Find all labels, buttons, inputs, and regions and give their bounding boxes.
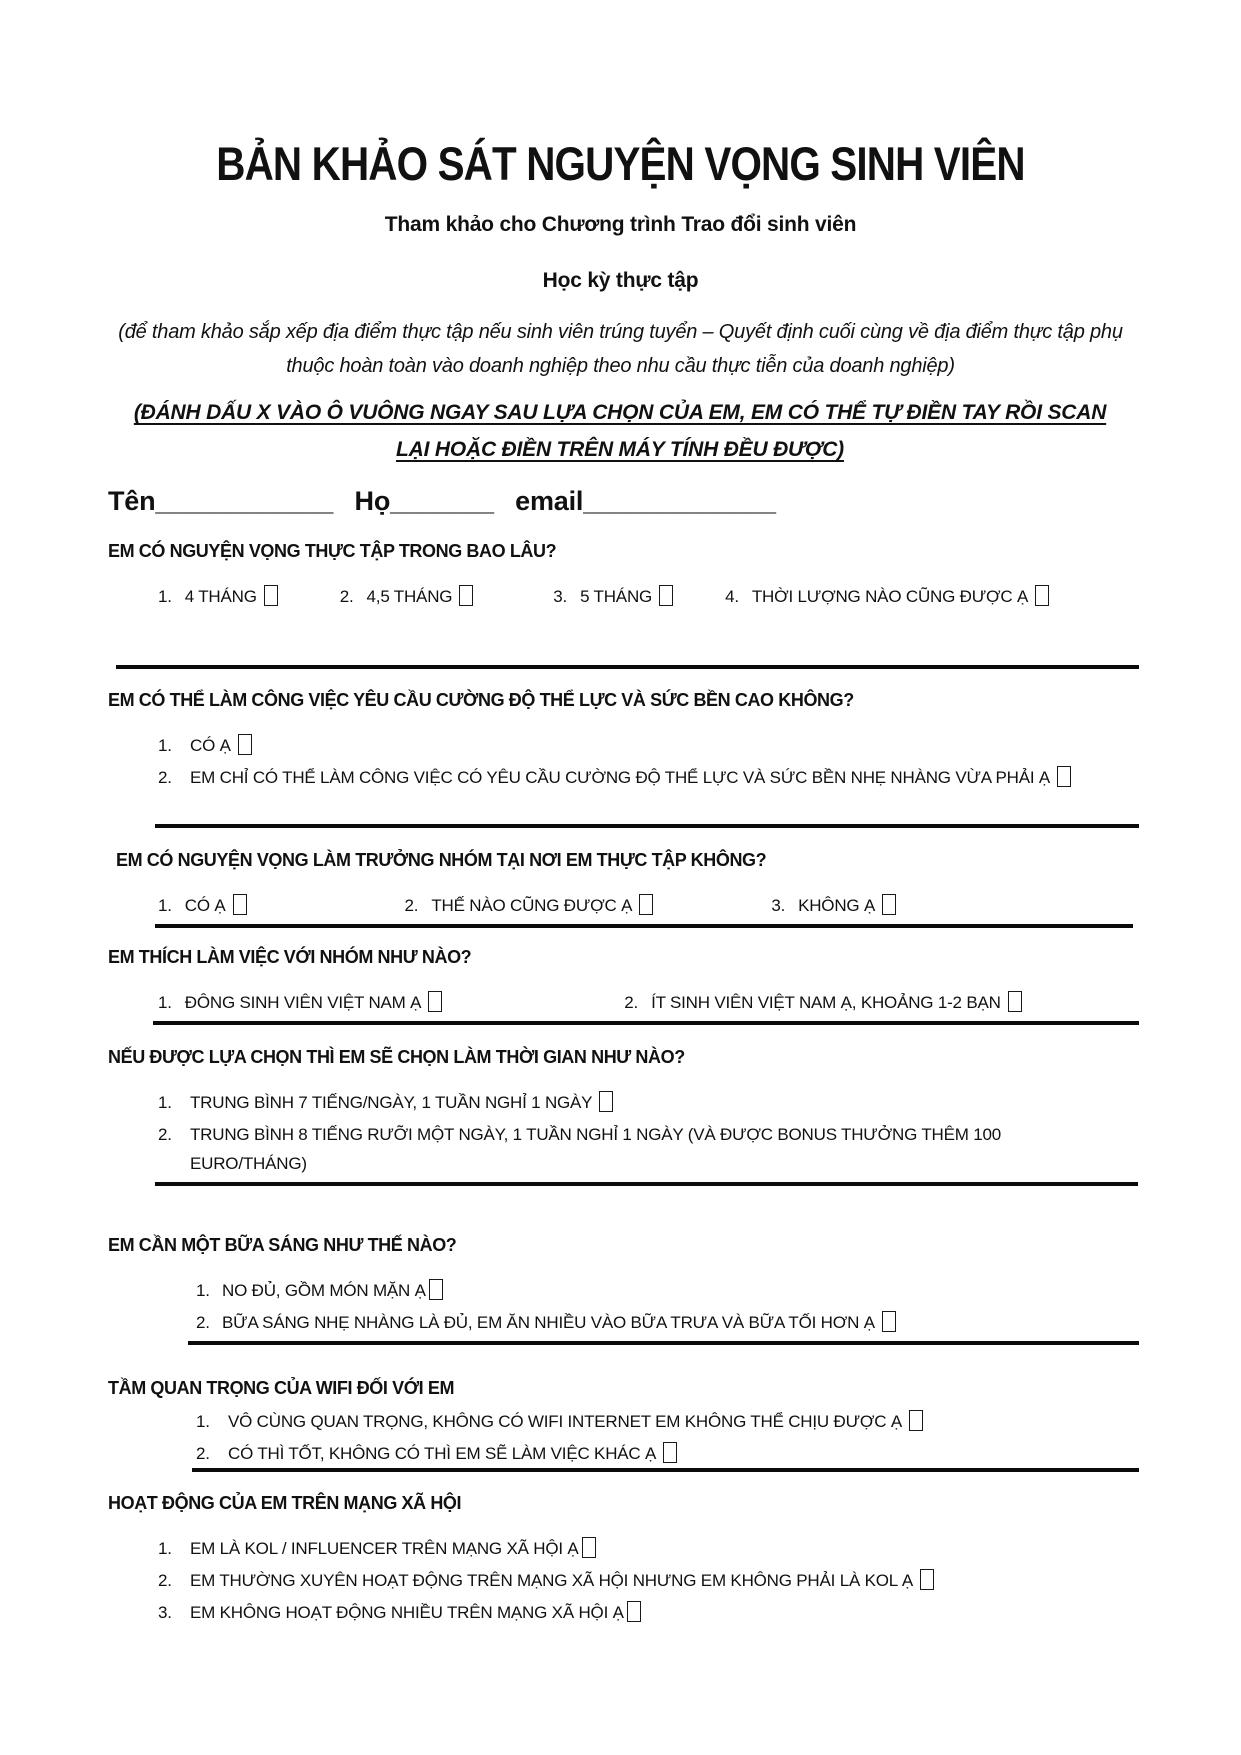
option: 2. CÓ THÌ TỐT, KHÔNG CÓ THÌ EM SẼ LÀM VIỆC KHÁC Ạ <box>108 1439 1138 1468</box>
checkbox-icon[interactable] <box>1008 991 1022 1012</box>
question-5-heading: NẾU ĐƯỢC LỰA CHỌN THÌ EM SẼ CHỌN LÀM THỜI GIAN NHƯ NÀO? <box>108 1047 685 1067</box>
option: 1. VÔ CÙNG QUAN TRỌNG, KHÔNG CÓ WIFI INTERNET EM KHÔNG THỂ CHỊU ĐƯỢC Ạ <box>108 1407 1138 1436</box>
option: 2. EM CHỈ CÓ THỂ LÀM CÔNG VIỆC CÓ YÊU CẦU CƯỜNG ĐỘ THỂ LỰC VÀ SỨC BỀN NHẸ NHÀNG VỪA PHẢI Ạ <box>108 763 1138 792</box>
checkbox-icon[interactable] <box>659 585 673 606</box>
checkbox-icon[interactable] <box>429 1279 443 1300</box>
question-3-heading: EM CÓ NGUYỆN VỌNG LÀM TRƯỞNG NHÓM TẠI NƠI EM THỰC TẬP KHÔNG? <box>116 850 767 870</box>
question-1-heading: EM CÓ NGUYỆN VỌNG THỰC TẬP TRONG BAO LÂU? <box>108 541 557 561</box>
option: 2. 4,5 THÁNG <box>340 582 474 611</box>
email-field[interactable] <box>515 486 776 516</box>
option: 1. TRUNG BÌNH 7 TIẾNG/NGÀY, 1 TUẦN NGHỈ 1 NGÀY <box>108 1088 1138 1117</box>
checkbox-icon[interactable] <box>428 991 442 1012</box>
checkbox-icon[interactable] <box>882 894 896 915</box>
question-2 <box>108 688 1138 795</box>
option: 1. ĐÔNG SINH VIÊN VIỆT NAM Ạ <box>158 988 442 1017</box>
ho-label: Họ <box>354 486 391 516</box>
checkbox-icon[interactable] <box>909 1410 923 1431</box>
checkbox-icon[interactable] <box>627 1601 641 1622</box>
option: 2. THẾ NÀO CŨNG ĐƯỢC Ạ <box>405 891 654 920</box>
fill-instruction-text: (ĐÁNH DẤU X VÀO Ô VUÔNG NGAY SAU LỰA CHỌN CỦA EM, EM CÓ THỂ TỰ ĐIỀN TAY RỒI SCAN LẠI HOẶC ĐIỀN TRÊN MÁY TÍNH ĐỀU ĐƯỢC) <box>133 401 1107 461</box>
question-8-heading: HOẠT ĐỘNG CỦA EM TRÊN MẠNG XÃ HỘI <box>108 1493 462 1513</box>
ten-label: Tên <box>108 486 156 516</box>
question-4 <box>108 945 1138 1017</box>
page-title: BẢN KHẢO SÁT NGUYỆN VỌNG SINH VIÊN <box>216 137 1025 190</box>
question-6-options <box>108 1276 1138 1337</box>
fill-instruction <box>130 394 1110 468</box>
checkbox-icon[interactable] <box>459 585 473 606</box>
option: 1. EM LÀ KOL / INFLUENCER TRÊN MẠNG XÃ HỘI Ạ <box>108 1534 1138 1563</box>
question-4-heading: EM THÍCH LÀM VIỆC VỚI NHÓM NHƯ NÀO? <box>108 947 472 967</box>
question-3 <box>108 848 1138 920</box>
question-1-options <box>108 582 1138 611</box>
option: 1. 4 THÁNG <box>158 582 278 611</box>
name-email-line <box>108 486 1138 517</box>
option: 2. TRUNG BÌNH 8 TIẾNG RƯỠI MỘT NGÀY, 1 TUẦN NGHỈ 1 NGÀY (VÀ ĐƯỢC BONUS THƯỞNG THÊM 100 EURO/THÁNG) <box>158 1125 1001 1173</box>
section-divider <box>192 1468 1139 1472</box>
section-divider <box>155 824 1139 828</box>
reference-note: (để tham khảo sắp xếp địa điểm thực tập nếu sinh viên trúng tuyển – Quyết định cuối cùng về địa điểm thực tập phụ thuộc hoàn toàn vào doanh nghiệp theo nhu cầu thực tiễn của doanh nghiệp) <box>118 321 1123 377</box>
question-2-options <box>108 731 1138 792</box>
question-7 <box>108 1376 1138 1471</box>
option: 1. CÓ Ạ <box>108 731 1138 760</box>
question-4-options <box>108 988 1138 1017</box>
question-8 <box>108 1491 1138 1630</box>
option: 2. BỮA SÁNG NHẸ NHÀNG LÀ ĐỦ, EM ĂN NHIỀU VÀO BỮA TRƯA VÀ BỮA TỐI HƠN Ạ <box>108 1308 1138 1337</box>
ten-blank[interactable]: ____________ <box>155 486 334 516</box>
option: 1. NO ĐỦ, GỒM MÓN MẶN Ạ <box>108 1276 1138 1305</box>
question-3-options <box>108 891 1138 920</box>
option: 2. ÍT SINH VIÊN VIỆT NAM Ạ, KHOẢNG 1-2 BẠN <box>624 988 1021 1017</box>
checkbox-icon[interactable] <box>599 1091 613 1112</box>
section-divider <box>155 924 1133 928</box>
option: 2. EM THƯỜNG XUYÊN HOẠT ĐỘNG TRÊN MẠNG XÃ HỘI NHƯNG EM KHÔNG PHẢI LÀ KOL Ạ <box>108 1566 1138 1595</box>
option: 3. 5 THÁNG <box>553 582 673 611</box>
email-blank[interactable]: _____________ <box>583 486 776 516</box>
checkbox-icon[interactable] <box>1057 766 1071 787</box>
question-8-options <box>108 1534 1138 1627</box>
ho-blank[interactable]: _______ <box>390 486 494 516</box>
email-label: email <box>515 486 584 516</box>
checkbox-icon[interactable] <box>1035 585 1049 606</box>
question-7-options <box>108 1407 1138 1468</box>
option: 3. EM KHÔNG HOẠT ĐỘNG NHIỀU TRÊN MẠNG XÃ HỘI Ạ <box>108 1598 1138 1627</box>
section-divider <box>155 1182 1138 1186</box>
question-6 <box>108 1233 1138 1340</box>
section-divider <box>153 1021 1139 1025</box>
checkbox-icon[interactable] <box>663 1442 677 1463</box>
question-2-heading: EM CÓ THỂ LÀM CÔNG VIỆC YÊU CẦU CƯỜNG ĐỘ THỂ LỰC VÀ SỨC BỀN CAO KHÔNG? <box>108 690 854 710</box>
section-divider <box>116 665 1139 669</box>
term-label: Học kỳ thực tập <box>542 269 699 292</box>
checkbox-icon[interactable] <box>882 1311 896 1332</box>
ho-field[interactable] <box>355 486 494 516</box>
checkbox-icon[interactable] <box>233 894 247 915</box>
page-subtitle: Tham khảo cho Chương trình Trao đổi sinh viên <box>384 213 857 236</box>
option: 3. KHÔNG Ạ <box>771 891 896 920</box>
question-5 <box>108 1045 1138 1181</box>
ten-field[interactable] <box>108 486 333 516</box>
checkbox-icon[interactable] <box>238 734 252 755</box>
option: 1. CÓ Ạ <box>158 891 247 920</box>
question-5-options <box>108 1088 1138 1178</box>
checkbox-icon[interactable] <box>582 1537 596 1558</box>
question-6-heading: EM CẦN MỘT BỮA SÁNG NHƯ THẾ NÀO? <box>108 1235 457 1255</box>
option: 4. THỜI LƯỢNG NÀO CŨNG ĐƯỢC Ạ <box>725 582 1049 611</box>
question-1 <box>108 539 1138 611</box>
checkbox-icon[interactable] <box>920 1569 934 1590</box>
question-7-heading: TẦM QUAN TRỌNG CỦA WIFI ĐỐI VỚI EM <box>108 1378 455 1398</box>
checkbox-icon[interactable] <box>639 894 653 915</box>
section-divider <box>188 1341 1139 1345</box>
checkbox-icon[interactable] <box>264 585 278 606</box>
